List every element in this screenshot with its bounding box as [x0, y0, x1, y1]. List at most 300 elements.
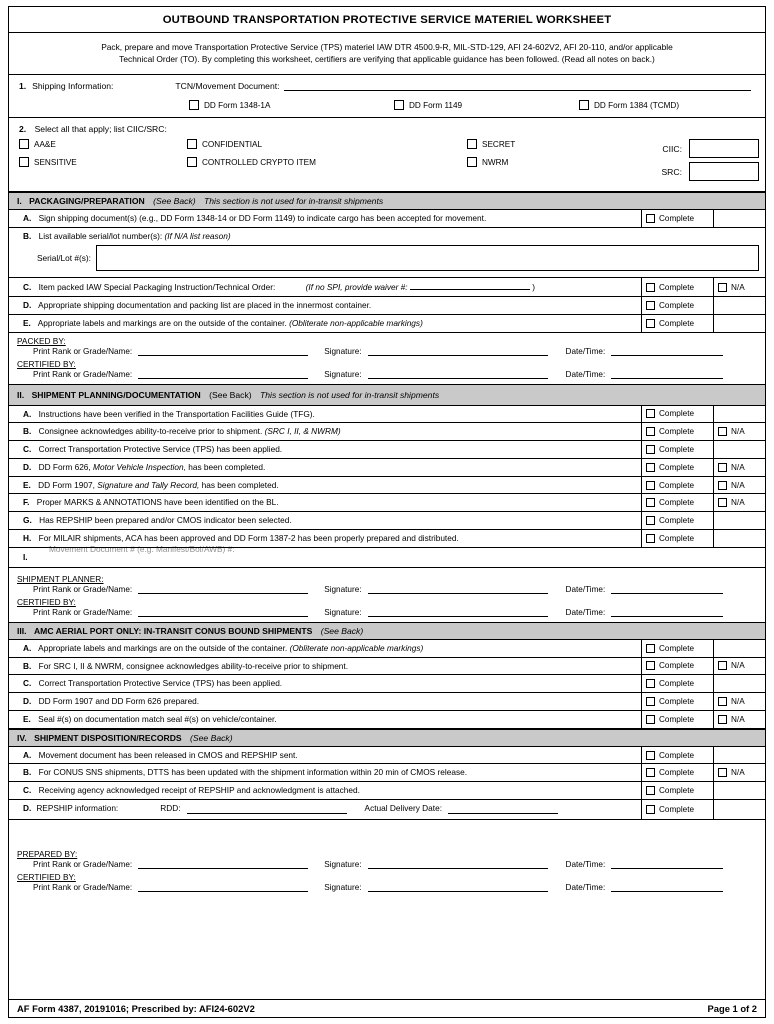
datetime-input[interactable]	[611, 860, 723, 869]
item-text-2: has been completed.	[201, 479, 279, 490]
item-4a-text	[9, 747, 641, 764]
rdd-input[interactable]	[187, 805, 347, 814]
checkbox-label: SENSITIVE	[34, 157, 77, 167]
checkbox-icon[interactable]	[646, 697, 655, 706]
complete-label: Complete	[659, 444, 695, 454]
signature-label: Signature:	[324, 584, 362, 594]
na-label: N/A	[731, 498, 745, 508]
complete-label: Complete	[659, 679, 695, 689]
item-1c-complete[interactable]	[641, 278, 713, 296]
signature-block-shipment-planner	[9, 568, 765, 622]
item-3d-text	[9, 693, 641, 710]
checkbox-dd-form-1348-1a[interactable]	[189, 100, 394, 110]
name-label: Print Rank or Grade/Name:	[33, 346, 133, 356]
item-2i	[9, 543, 765, 568]
form-id-label: AF Form 4387, 20191016; Prescribed by: AFI24-602V2	[17, 1003, 255, 1014]
item-italic-note: (If N/A list reason)	[164, 231, 231, 242]
datetime-label: Date/Time:	[565, 607, 606, 617]
item-2b-na[interactable]	[713, 423, 765, 440]
item-text: Seal #(s) on documentation match seal #(s) on vehicle/container.	[38, 713, 277, 724]
checkbox-icon[interactable]	[646, 751, 655, 760]
name-label: Print Rank or Grade/Name:	[33, 883, 133, 892]
item-3e	[9, 711, 765, 729]
checkbox-icon[interactable]	[189, 100, 199, 110]
complete-label: Complete	[659, 480, 695, 490]
checkbox-controlled-crypto-item[interactable]	[187, 157, 467, 167]
na-label: N/A	[731, 480, 745, 490]
item-2i-row	[23, 552, 33, 562]
item-3e-complete[interactable]	[641, 711, 713, 728]
checkbox-icon[interactable]	[718, 481, 727, 490]
instructions-line-1: Pack, prepare and move Transportation Protective Service (TPS) materiel IAW DTR 4500.9-R, MIL-STD-129, AFI 24-602V2, AFI 20-110, and/or applicable	[101, 42, 673, 52]
item-3b-text	[9, 658, 641, 675]
name-input[interactable]	[138, 608, 308, 617]
item-italic-note: Motor Vehicle Inspection,	[93, 461, 186, 472]
complete-label: Complete	[659, 300, 695, 310]
item-text: Correct Transportation Protective Service (TPS) has been applied.	[38, 678, 283, 689]
na-label: N/A	[731, 427, 745, 437]
datetime-input[interactable]	[611, 883, 723, 892]
item-1d-text	[9, 297, 641, 314]
item-italic-note: (Obliterate non-applicable markings)	[289, 642, 424, 653]
item-text: Correct Transportation Protective Service (TPS) has been applied.	[38, 444, 283, 455]
signature-input[interactable]	[368, 608, 548, 617]
item-2e-complete[interactable]	[641, 477, 713, 494]
datetime-input[interactable]	[611, 608, 723, 617]
complete-label: Complete	[659, 409, 695, 419]
item-3d-complete[interactable]	[641, 693, 713, 710]
shipment-planner-title: SHIPMENT PLANNER:	[17, 573, 104, 584]
section-header-packaging-preparation	[9, 192, 765, 210]
checkbox-icon[interactable]	[646, 319, 655, 328]
item-1b	[9, 228, 765, 278]
serial-lot-label: Serial/Lot #(s):	[37, 253, 91, 264]
datetime-label: Date/Time:	[565, 860, 606, 869]
checkbox-icon[interactable]	[718, 283, 727, 292]
item-letter: C.	[23, 678, 32, 689]
item-2d	[9, 459, 765, 477]
section-see-back: (See Back)	[320, 625, 364, 636]
datetime-input[interactable]	[611, 347, 723, 356]
na-label: N/A	[731, 696, 745, 706]
item-letter: B.	[23, 660, 32, 671]
checkbox-icon[interactable]	[646, 534, 655, 543]
block2-label: Select all that apply; list CIIC/SRC:	[34, 124, 167, 135]
checkbox-icon[interactable]	[187, 139, 197, 149]
item-3d	[9, 693, 765, 711]
checkbox-icon[interactable]	[646, 481, 655, 490]
item-text: List available serial/lot number(s):	[38, 231, 163, 242]
na-label: N/A	[731, 714, 745, 724]
checkbox-dd-form-1384[interactable]	[579, 100, 679, 110]
item-4c	[9, 782, 765, 800]
serial-lot-input[interactable]	[96, 245, 759, 271]
checkbox-icon[interactable]	[394, 100, 404, 110]
checkbox-icon[interactable]	[646, 283, 655, 292]
checkbox-icon[interactable]	[646, 786, 655, 795]
item-letter: E.	[23, 713, 31, 724]
section-roman: III.	[17, 625, 27, 636]
signature-input[interactable]	[368, 347, 548, 356]
item-3a-text	[9, 640, 641, 657]
datetime-input[interactable]	[611, 585, 723, 594]
item-text: Instructions have been verified in the Transportation Facilities Guide (TFG).	[38, 408, 315, 419]
item-letter: A.	[23, 642, 32, 653]
item-2g-na-empty	[713, 512, 765, 529]
complete-label: Complete	[659, 750, 695, 760]
item-2f	[9, 494, 765, 512]
section-note: This section is not used for in-transit shipments	[204, 196, 384, 207]
item-letter: B.	[23, 231, 32, 242]
signature-block-prepared-by	[9, 846, 765, 897]
item-2f-complete[interactable]	[641, 494, 713, 511]
checkbox-icon[interactable]	[718, 427, 727, 436]
item-2e-na[interactable]	[713, 477, 765, 494]
item-3b-na[interactable]	[713, 658, 765, 675]
checkbox-icon[interactable]	[646, 661, 655, 670]
name-label: Print Rank or Grade/Name:	[33, 584, 133, 594]
item-4a-complete[interactable]	[641, 747, 713, 764]
section-header-shipment-disposition	[9, 729, 765, 747]
item-2b-text	[9, 423, 641, 440]
complete-label: Complete	[659, 661, 695, 671]
complete-label: Complete	[659, 714, 695, 724]
tcn-label: TCN/Movement Document:	[175, 81, 280, 92]
item-1d	[9, 297, 765, 315]
item-1d-na-empty	[713, 297, 765, 314]
item-text: Appropriate shipping documentation and packing list are placed in the innermost container.	[38, 299, 372, 310]
block1-number: 1.	[19, 81, 27, 92]
na-label: N/A	[731, 768, 745, 778]
na-label: N/A	[731, 661, 745, 671]
checkbox-confidential[interactable]	[187, 139, 467, 149]
item-letter: A.	[23, 749, 32, 760]
item-text: Consignee acknowledges ability-to-receive prior to shipment.	[38, 426, 263, 437]
block-select-all-that-apply	[9, 118, 765, 192]
item-1c-text	[9, 278, 641, 296]
item-3c	[9, 675, 765, 693]
signature-input[interactable]	[368, 883, 548, 892]
name-input[interactable]	[138, 347, 308, 356]
item-3e-text	[9, 711, 641, 728]
item-3a	[9, 640, 765, 658]
item-text: Appropriate labels and markings are on the outside of the container.	[38, 642, 288, 653]
item-3c-na-empty	[713, 675, 765, 692]
checkbox-icon[interactable]	[187, 157, 197, 167]
checkbox-icon[interactable]	[646, 679, 655, 688]
tcn-input[interactable]	[284, 81, 751, 91]
complete-label: Complete	[659, 427, 695, 437]
signature-label: Signature:	[324, 860, 362, 869]
checkbox-icon[interactable]	[646, 463, 655, 472]
signature-label: Signature:	[324, 607, 362, 617]
item-2c-text	[9, 441, 641, 458]
section-header-shipment-planning	[9, 384, 765, 406]
complete-label: Complete	[659, 516, 695, 526]
signature-block-packed-by	[9, 333, 765, 384]
classification-column-3	[467, 139, 617, 175]
item-letter: C.	[23, 444, 32, 455]
ciic-src-fields	[617, 139, 759, 185]
form-footer	[9, 999, 765, 1017]
item-2f-text	[9, 494, 641, 511]
item-3a-complete[interactable]	[641, 640, 713, 657]
item-1e-na-empty	[713, 315, 765, 332]
complete-label: Complete	[659, 533, 695, 543]
item-text-2: has been completed.	[188, 461, 266, 472]
checkbox-nwrm[interactable]	[467, 157, 617, 167]
item-letter: C.	[23, 282, 32, 293]
item-1d-complete[interactable]	[641, 297, 713, 314]
section-see-back: (See Back)	[153, 196, 196, 207]
section-note: This section is not used for in-transit shipments	[260, 389, 440, 400]
item-4b-complete[interactable]	[641, 764, 713, 781]
checkbox-icon[interactable]	[646, 516, 655, 525]
checkbox-dd-form-1149[interactable]	[394, 100, 579, 110]
page-number-label: Page 1 of 2	[707, 1003, 757, 1014]
item-1e-complete[interactable]	[641, 315, 713, 332]
packed-by-title: PACKED BY:	[17, 335, 66, 346]
item-2a-complete[interactable]	[641, 406, 713, 423]
complete-label: Complete	[659, 214, 695, 224]
checkbox-icon[interactable]	[718, 463, 727, 472]
checkbox-label: SECRET	[482, 139, 516, 149]
item-4c-text	[9, 782, 641, 799]
item-2d-text	[9, 459, 641, 476]
checkbox-icon[interactable]	[646, 498, 655, 507]
item-text: REPSHIP information:	[36, 803, 119, 813]
certified-by-title: CERTIFIED BY:	[17, 872, 76, 882]
name-label: Print Rank or Grade/Name:	[33, 369, 133, 379]
item-4b	[9, 764, 765, 782]
item-3c-complete[interactable]	[641, 675, 713, 692]
item-2e	[9, 477, 765, 495]
checkbox-icon[interactable]	[19, 139, 29, 149]
item-text: Item packed IAW Special Packaging Instruction/Technical Order:	[38, 282, 276, 293]
signature-input[interactable]	[368, 860, 548, 869]
na-label: N/A	[731, 462, 745, 472]
item-letter: D.	[23, 696, 32, 707]
name-input[interactable]	[138, 585, 308, 594]
checkbox-label: NWRM	[482, 157, 509, 167]
checkbox-label: DD Form 1348-1A	[204, 100, 271, 110]
item-2h-complete[interactable]	[641, 530, 713, 547]
block-shipping-information	[9, 75, 765, 118]
section-header-amc-aerial-port	[9, 622, 765, 640]
item-2f-na[interactable]	[713, 494, 765, 511]
section-title: PACKAGING/PREPARATION	[29, 196, 145, 207]
item-2a	[9, 406, 765, 424]
item-letter: E.	[23, 317, 31, 328]
item-1a-text	[9, 210, 641, 227]
complete-label: Complete	[659, 643, 695, 653]
item-text: Appropriate labels and markings are on the outside of the container.	[37, 317, 287, 328]
item-2d-na[interactable]	[713, 459, 765, 476]
item-text: Sign shipping document(s) (e.g., DD Form 1348-14 or DD Form 1149) to indicate cargo has been accepted for movement.	[38, 213, 487, 224]
checkbox-icon[interactable]	[646, 805, 655, 814]
item-4c-na-empty	[713, 782, 765, 799]
item-2g	[9, 512, 765, 530]
complete-label: Complete	[659, 805, 695, 814]
signature-input[interactable]	[368, 370, 548, 379]
checkbox-label: CONFIDENTIAL	[202, 139, 263, 149]
ciic-label: CIIC:	[662, 143, 682, 154]
item-letter: D.	[23, 299, 32, 310]
item-4d-complete[interactable]	[641, 800, 713, 819]
page-title: OUTBOUND TRANSPORTATION PROTECTIVE SERVICE MATERIEL WORKSHEET	[9, 7, 765, 33]
datetime-label: Date/Time:	[565, 369, 606, 379]
name-input[interactable]	[138, 370, 308, 379]
item-2b	[9, 423, 765, 441]
item-text: Movement document has been released in CMOS and REPSHIP sent.	[38, 749, 298, 760]
section-roman: IV.	[17, 732, 27, 743]
item-italic-note: (Obliterate non-applicable markings)	[289, 317, 423, 328]
item-letter: I.	[23, 551, 28, 562]
section-see-back: (See Back)	[209, 389, 252, 400]
checkbox-sensitive[interactable]	[19, 157, 187, 167]
actual-delivery-date-label: Actual Delivery Date:	[364, 803, 442, 813]
classification-column-2	[187, 139, 467, 175]
checkbox-icon[interactable]	[646, 427, 655, 436]
item-4c-complete[interactable]	[641, 782, 713, 799]
item-4d-na-empty	[713, 800, 765, 819]
item-2e-text	[9, 477, 641, 494]
block2-heading	[19, 124, 759, 134]
checkbox-icon[interactable]	[646, 715, 655, 724]
item-text: DD Form 626,	[38, 461, 91, 472]
item-4d	[9, 800, 765, 820]
item-letter: B.	[23, 426, 32, 437]
checkbox-aa-and-e[interactable]	[19, 139, 187, 149]
checkbox-icon[interactable]	[718, 661, 727, 670]
item-2h-na-empty	[713, 530, 765, 547]
name-input[interactable]	[138, 883, 308, 892]
section-see-back: (See Back)	[190, 732, 233, 743]
src-input[interactable]	[689, 162, 759, 181]
checkbox-icon[interactable]	[646, 214, 655, 223]
datetime-input[interactable]	[611, 370, 723, 379]
spi-waiver-input[interactable]	[410, 281, 530, 290]
checkbox-icon[interactable]	[646, 768, 655, 777]
item-1b-text	[23, 231, 759, 241]
checkbox-icon[interactable]	[718, 697, 727, 706]
item-2c-na-empty	[713, 441, 765, 458]
item-2b-complete[interactable]	[641, 423, 713, 440]
datetime-label: Date/Time:	[565, 584, 606, 594]
item-text: Proper MARKS & ANNOTATIONS have been identified on the BL.	[36, 497, 279, 508]
complete-label: Complete	[659, 498, 695, 508]
item-italic-note: (If no SPI, provide waiver #:	[305, 282, 408, 293]
checkbox-icon[interactable]	[646, 445, 655, 454]
item-1a-complete[interactable]	[641, 210, 713, 227]
signature-label: Signature:	[324, 369, 362, 379]
checkbox-icon[interactable]	[646, 644, 655, 653]
form-outer-border	[8, 6, 766, 1018]
na-label: N/A	[731, 282, 745, 292]
instructions-line-2: Technical Order (TO). By completing this worksheet, certifiers are verifying that applicable guidance has been followed. (Read all notes on back.)	[119, 54, 655, 65]
name-input[interactable]	[138, 860, 308, 869]
checkbox-icon[interactable]	[19, 157, 29, 167]
item-3e-na[interactable]	[713, 711, 765, 728]
item-1a	[9, 210, 765, 228]
item-letter: B.	[23, 767, 32, 778]
section-roman: II.	[17, 389, 25, 400]
certified-by-title: CERTIFIED BY:	[17, 596, 76, 607]
rdd-label: RDD:	[160, 803, 181, 813]
item-2g-text	[9, 512, 641, 529]
item-1c	[9, 278, 765, 297]
item-text: For MILAIR shipments, ACA has been approved and DD Form 1387-2 has been properly prepared and distributed.	[38, 532, 459, 543]
item-text: DD Form 1907,	[38, 479, 95, 490]
checkbox-icon[interactable]	[718, 715, 727, 724]
item-1e-text	[9, 315, 641, 332]
checkbox-icon[interactable]	[718, 498, 727, 507]
item-text: For SRC I, II & NWRM, consignee acknowledges ability-to-receive prior to shipment.	[38, 660, 349, 671]
complete-label: Complete	[659, 462, 695, 472]
item-letter: D.	[23, 803, 32, 813]
name-label: Print Rank or Grade/Name:	[33, 860, 133, 869]
checkbox-icon[interactable]	[467, 157, 477, 167]
item-3b-complete[interactable]	[641, 658, 713, 675]
item-text: DD Form 1907 and DD Form 626 prepared.	[38, 696, 200, 707]
item-2g-complete[interactable]	[641, 512, 713, 529]
ciic-input[interactable]	[689, 139, 759, 158]
prepared-by-title: PREPARED BY:	[17, 849, 78, 859]
signature-input[interactable]	[368, 585, 548, 594]
checkbox-label: AA&E	[34, 139, 56, 149]
checkbox-label: CONTROLLED CRYPTO ITEM	[202, 157, 316, 167]
checkbox-icon[interactable]	[718, 768, 727, 777]
checkbox-icon[interactable]	[646, 301, 655, 310]
item-letter: G.	[23, 515, 32, 526]
checkbox-label: DD Form 1149	[409, 100, 463, 110]
item-letter: D.	[23, 461, 32, 472]
block1-label: Shipping Information:	[32, 81, 114, 92]
checkbox-icon[interactable]	[579, 100, 589, 110]
item-4a	[9, 747, 765, 765]
item-1a-na-empty	[713, 210, 765, 227]
item-italic-note: Signature and Tally Record,	[97, 479, 200, 490]
datetime-label: Date/Time:	[565, 346, 606, 356]
checkbox-icon[interactable]	[646, 409, 655, 418]
item-3d-na[interactable]	[713, 693, 765, 710]
name-label: Print Rank or Grade/Name:	[33, 607, 133, 617]
item-4d-text	[9, 800, 641, 819]
item-letter: F.	[23, 497, 30, 508]
form-type-checkbox-group	[19, 100, 759, 110]
checkbox-label: DD Form 1384 (TCMD)	[594, 100, 680, 110]
item-4b-na[interactable]	[713, 764, 765, 781]
checkbox-icon[interactable]	[467, 139, 477, 149]
item-letter: C.	[23, 785, 32, 796]
section-title: AMC AERIAL PORT ONLY: IN-TRANSIT CONUS BOUND SHIPMENTS	[33, 625, 313, 636]
item-3b	[9, 658, 765, 676]
checkbox-secret[interactable]	[467, 139, 617, 149]
item-text: Receiving agency acknowledged receipt of REPSHIP and acknowledgment is attached.	[38, 785, 360, 796]
actual-delivery-date-input[interactable]	[448, 805, 558, 814]
item-1c-na[interactable]	[713, 278, 765, 296]
blank-spacer	[9, 820, 765, 846]
item-2c-complete[interactable]	[641, 441, 713, 458]
complete-label: Complete	[659, 696, 695, 706]
item-2a-text	[9, 406, 641, 423]
item-1e	[9, 315, 765, 333]
section-title: SHIPMENT DISPOSITION/RECORDS	[34, 732, 182, 743]
item-2d-complete[interactable]	[641, 459, 713, 476]
item-letter: A.	[23, 213, 32, 224]
signature-label: Signature:	[324, 883, 362, 892]
field-ciic	[617, 139, 759, 158]
